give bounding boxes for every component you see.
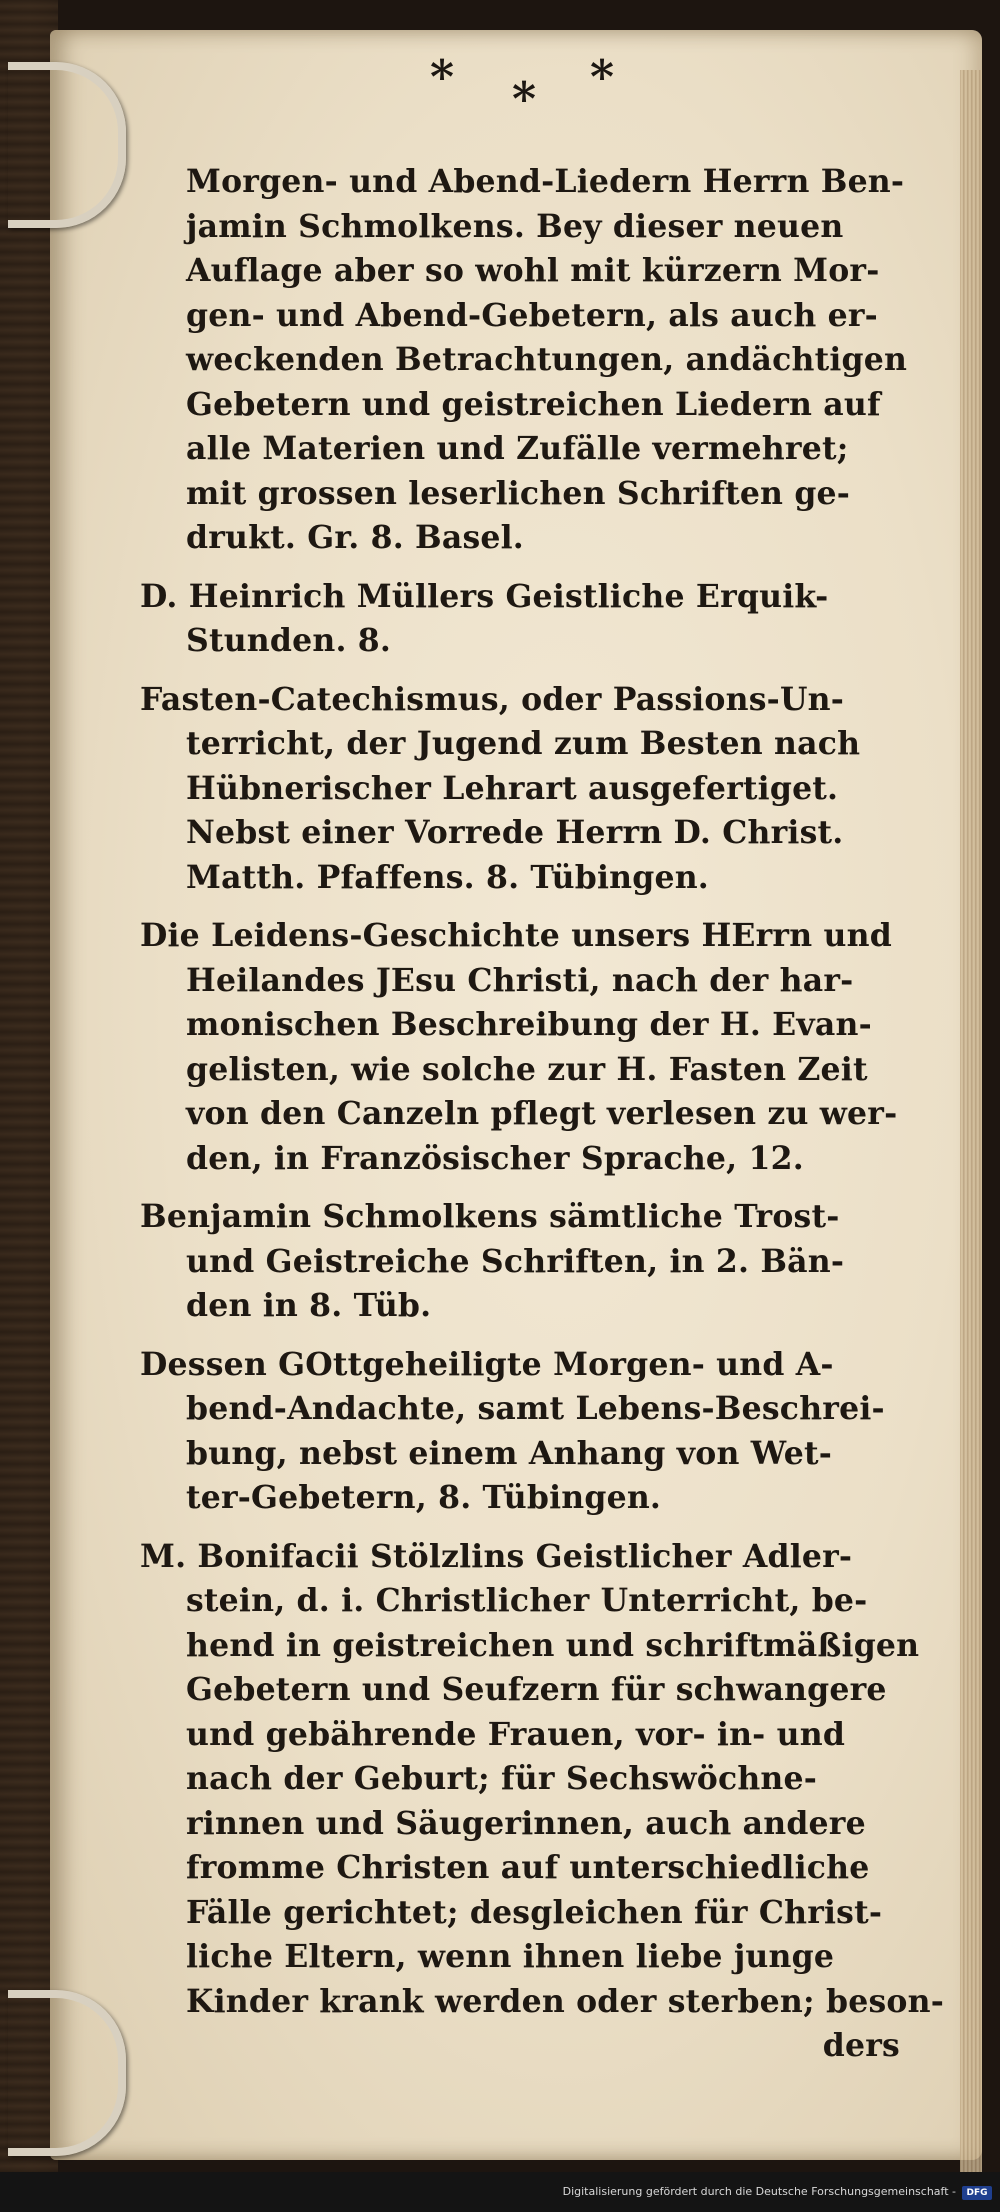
entry-line: Die Leidens-Geschichte unsers HErrn und <box>140 917 892 954</box>
star-ornament: * <box>590 50 615 104</box>
catalog-entry <box>140 1195 900 1329</box>
entry-line: monischen Beschreibung der H. Evan- <box>186 1006 872 1043</box>
entry-line: Heilandes JEsu Christi, nach der har- <box>186 961 854 999</box>
entry-line: Dessen GOttgeheiligte Morgen- und A- <box>140 1345 834 1383</box>
entry-line: Stunden. 8. <box>186 622 392 659</box>
entry-line: nach der Geburt; für Sechswöchne- <box>186 1760 818 1797</box>
entry-line: den, in Französischer Sprache, 12. <box>186 1139 804 1177</box>
catalog-text <box>140 160 945 2083</box>
entry-line: Benjamin Schmolkens sämtliche Trost- <box>140 1198 840 1235</box>
entry-line: drukt. Gr. 8. Basel. <box>186 519 524 556</box>
catchword-block <box>140 2024 900 2069</box>
catalog-entry <box>140 1343 900 1521</box>
catalog-entry <box>140 914 900 1181</box>
catchword: ders <box>822 2027 900 2064</box>
catalog-entry <box>140 575 900 664</box>
entry-line: und Geistreiche Schriften, in 2. Bän- <box>186 1242 845 1280</box>
entry-line: rinnen und Säugerinnen, auch andere <box>186 1804 866 1842</box>
entry-line: M. Bonifacii Stölzlins Geistlicher Adler- <box>140 1537 853 1575</box>
entry-line: Morgen- und Abend-Liedern Herrn Ben- <box>186 163 905 200</box>
star-ornament: * <box>430 50 455 104</box>
entry-line: liche Eltern, wenn ihnen liebe junge <box>186 1938 835 1975</box>
entry-line: mit grossen leserlichen Schriften ge- <box>186 474 851 512</box>
entry-line: bend-Andachte, samt Lebens-Beschrei- <box>186 1390 885 1427</box>
entry-line: terricht, der Jugend zum Besten nach <box>186 725 861 762</box>
entry-line: fromme Christen auf unterschiedliche <box>186 1849 870 1886</box>
footer-bar <box>0 2172 1000 2212</box>
entry-line: hend in geistreichen und schriftmäßigen <box>186 1626 920 1664</box>
catalog-entry <box>140 1535 945 2025</box>
entry-line: gelisten, wie solche zur H. Fasten Zeit <box>186 1050 868 1088</box>
entry-line: Auflage aber so wohl mit kürzern Mor- <box>186 252 880 289</box>
continued-entry <box>140 160 908 561</box>
entry-line: ter-Gebetern, 8. Tübingen. <box>186 1479 662 1516</box>
entry-line: Fasten-Catechismus, oder Passions-Un- <box>140 680 844 718</box>
entry-line: Gebetern und Seufzern für schwangere <box>186 1671 887 1708</box>
entry-line: Gebetern und geistreichen Liedern auf <box>186 385 881 423</box>
entry-line: jamin Schmolkens. Bey dieser neuen <box>186 207 844 245</box>
star-ornament: * <box>512 72 537 126</box>
entry-line: Fälle gerichtet; desgleichen für Christ- <box>186 1893 883 1931</box>
entry-line: Kinder krank werden oder sterben; beson- <box>186 1982 945 2020</box>
entry-line: weckenden Betrachtungen, andächtigen <box>186 341 908 378</box>
entry-line: D. Heinrich Müllers Geistliche Erquik- <box>140 577 829 615</box>
page-clip-bottom <box>8 1990 126 2156</box>
page-edge <box>960 70 982 2190</box>
entry-line: Matth. Pfaffens. 8. Tübingen. <box>186 858 709 896</box>
entry-line: Nebst einer Vorrede Herrn D. Christ. <box>186 814 844 851</box>
entry-line: Hübnerischer Lehrart ausgefertiget. <box>186 769 839 807</box>
entry-line: bung, nebst einem Anhang von Wet- <box>186 1434 833 1472</box>
page-clip-top <box>8 62 126 228</box>
dfg-logo: DFG <box>962 2186 992 2200</box>
entry-line: den in 8. Tüb. <box>186 1287 432 1324</box>
funding-credit: Digitalisierung gefördert durch die Deutsche Forschungsgemeinschaft - <box>562 2185 956 2198</box>
catalog-entry <box>140 678 900 901</box>
entry-line: alle Materien und Zufälle vermehret; <box>186 430 849 467</box>
entry-line: und gebährende Frauen, vor- in- und <box>186 1715 846 1753</box>
entry-line: gen- und Abend-Gebetern, als auch er- <box>186 296 878 334</box>
page-header-ornament <box>400 50 640 150</box>
entry-line: stein, d. i. Christlicher Unterricht, be- <box>186 1582 868 1619</box>
entry-line: von den Canzeln pflegt verlesen zu wer- <box>186 1095 898 1132</box>
